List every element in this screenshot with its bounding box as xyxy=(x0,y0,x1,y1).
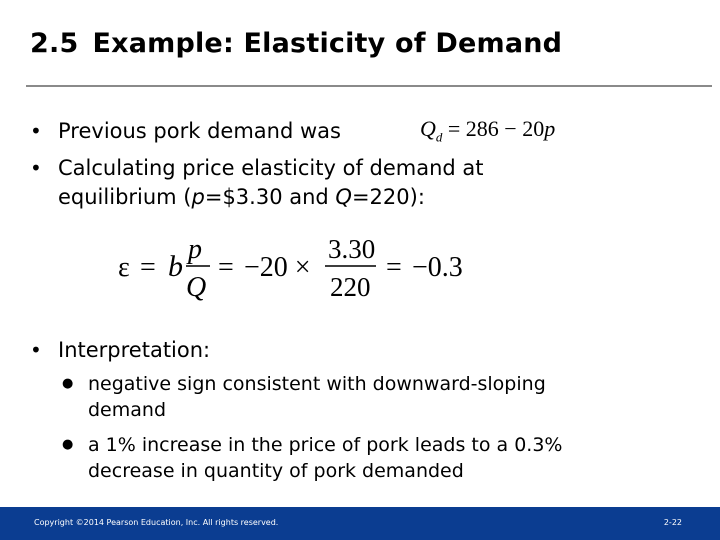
sub-bullet-negative-sign xyxy=(62,371,546,397)
eq-frac1-num: p xyxy=(188,234,202,265)
bullet-dot-icon: • xyxy=(30,119,42,143)
bullet-text-line2: equilibrium (p=$3.30 and Q=220): xyxy=(58,185,425,209)
sub-bullet-text-line1: negative sign consistent with downward-sloping xyxy=(88,373,546,395)
sub-bullet-one-percent xyxy=(62,432,562,458)
title-divider xyxy=(26,85,712,87)
eq-epsilon: ε xyxy=(118,252,130,283)
sub-bullet-one-percent-line2 xyxy=(62,458,464,484)
copyright-text: Copyright ©2014 Pearson Education, Inc. All rights reserved. xyxy=(34,518,279,527)
sub-bullet-negative-sign-line2 xyxy=(62,397,166,423)
eq-result: −0.3 xyxy=(412,252,463,283)
elasticity-equation xyxy=(118,232,498,310)
eq-frac2-den: 220 xyxy=(330,272,371,302)
eq-b: b xyxy=(168,250,183,283)
bullet-text: Previous pork demand was xyxy=(58,119,341,143)
footer-bar xyxy=(0,507,720,540)
eq-frac1-den: Q xyxy=(186,272,207,302)
demand-equation xyxy=(420,116,555,145)
eq-q: Q xyxy=(420,116,436,141)
title-text: Example: Elasticity of Demand xyxy=(92,28,563,59)
bullet-dot-icon: • xyxy=(30,156,42,180)
eq-coefficient: −20 × xyxy=(244,252,311,283)
section-number: 2.5 xyxy=(30,28,79,59)
sub-bullet-text-line2: demand xyxy=(88,399,167,421)
bullet-dot-icon: • xyxy=(30,338,42,362)
eq-equals-1: = xyxy=(140,252,156,283)
slide-title xyxy=(30,28,562,59)
eq-equals-3: = xyxy=(386,252,402,283)
sub-bullet-text-line2: decrease in quantity of pork demanded xyxy=(88,460,464,482)
sub-bullet-text-line1: a 1% increase in the price of pork leads to a 0.3% xyxy=(88,434,563,456)
bullet-calculating xyxy=(30,154,484,183)
sub-bullet-dot-icon: ● xyxy=(62,376,74,391)
bullet-text: Interpretation: xyxy=(58,338,211,362)
bullet-text-line1: Calculating price elasticity of demand at xyxy=(58,156,484,180)
eq-equals-2: = xyxy=(218,252,234,283)
eq-frac2-num: 3.30 xyxy=(328,234,376,264)
page-number: 2-22 xyxy=(663,518,682,527)
bullet-previous-demand xyxy=(30,117,341,146)
eq-subscript-d: d xyxy=(435,129,443,145)
sub-bullet-dot-icon: ● xyxy=(62,437,74,452)
eq-rhs: = 286 − 20 xyxy=(447,116,545,141)
bullet-interpretation xyxy=(30,336,210,365)
eq-p: p xyxy=(544,116,556,141)
equation-svg xyxy=(118,232,498,302)
bullet-calculating-line2 xyxy=(30,183,425,212)
